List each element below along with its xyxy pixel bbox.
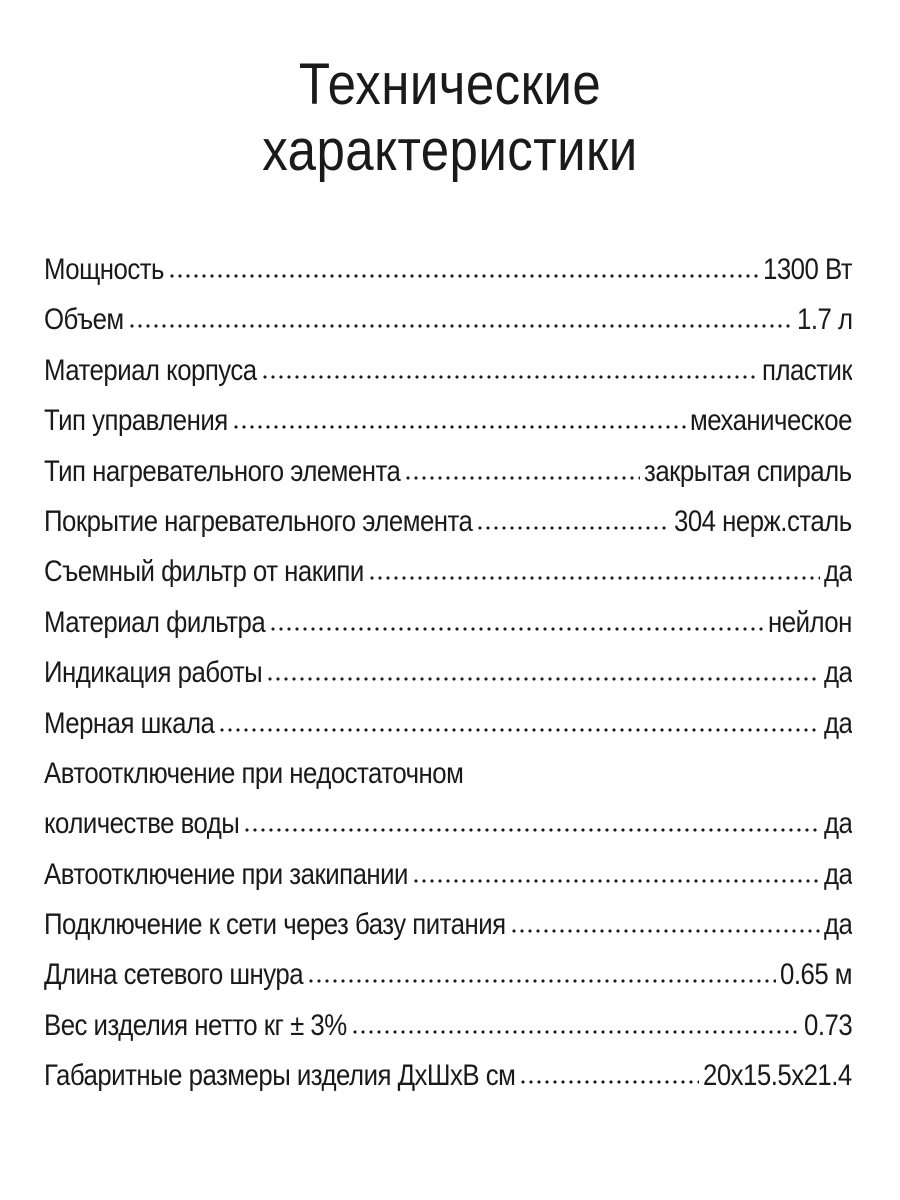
dot-leader [307,979,776,983]
dot-leader [476,526,670,530]
spec-label: Объем [44,303,124,337]
spec-row-low-water-shutoff [44,799,852,849]
dot-leader [412,879,820,883]
spec-row-measuring-scale [44,699,852,749]
spec-label: Вес изделия нетто кг ± 3% [44,1008,347,1042]
spec-label: Материал корпуса [44,353,257,387]
spec-label: Подключение к сети через базу питания [44,908,506,942]
spec-value: да [823,656,852,690]
dot-leader [266,677,819,681]
spec-row-indicator [44,648,852,698]
spec-value: 1.7 л [796,303,852,337]
spec-row-boil-shutoff [44,850,852,900]
spec-list [44,245,852,1102]
dot-leader [232,425,686,429]
spec-label: Мощность [44,253,164,286]
spec-value: да [823,807,852,841]
spec-label: Длина сетевого шнура [44,958,304,992]
spec-value: да [823,706,852,740]
spec-label: Мерная шкала [44,706,215,740]
spec-value: нейлон [768,605,852,639]
spec-row-body-material [44,346,852,396]
spec-row-control-type [44,396,852,446]
spec-label: Покрытие нагревательного элемента [44,504,473,538]
spec-value: 304 нерж.сталь [674,504,852,538]
spec-value: да [823,908,852,942]
spec-row-low-water-shutoff-line-1 [44,749,852,799]
spec-row-filter-material [44,598,852,648]
spec-value: пластик [761,353,852,387]
spec-value: 0.65 м [779,958,852,992]
dot-leader [404,476,640,480]
dot-leader [243,828,819,832]
dot-leader [351,1030,800,1034]
dot-leader [261,375,758,379]
spec-row-heating-element-coating [44,497,852,547]
spec-row-dimensions [44,1051,852,1101]
spec-label: Тип нагревательного элемента [44,454,401,488]
spec-value: да [823,857,852,891]
dot-leader [368,576,820,580]
title-line-1: Технические [298,52,602,117]
spec-label: Автоотключение при недостаточном [44,756,464,790]
dot-leader [510,929,820,933]
spec-row-power [44,245,852,295]
dot-leader [269,627,764,631]
spec-value: 20x15.5x21.4 [703,1059,852,1093]
spec-label-continued: количестве воды [44,807,240,841]
spec-row-net-weight [44,1001,852,1051]
spec-row-heating-element-type [44,447,852,497]
dot-leader [519,1080,699,1084]
spec-row-power-base [44,900,852,950]
spec-label: Габаритные размеры изделия ДхШхВ см [44,1059,516,1093]
spec-label: Тип управления [44,404,228,438]
dot-leader [218,728,819,732]
title-line-2: характеристики [262,118,638,183]
spec-label: Съемный фильтр от накипи [44,555,364,589]
spec-row-volume [44,295,852,345]
spec-label: Автоотключение при закипании [44,857,408,891]
dot-leader [168,274,759,278]
spec-label: Индикация работы [44,656,263,690]
spec-value: да [823,555,852,589]
spec-value: 0.73 [803,1008,852,1042]
spec-row-cord-length [44,950,852,1000]
spec-value: 1300 Вт [762,253,852,286]
spec-value: закрытая спираль [644,454,852,488]
spec-value: механическое [690,404,852,438]
spec-label: Материал фильтра [44,605,266,639]
dot-leader [128,324,793,328]
spec-row-scale-filter [44,547,852,597]
page-title [54,52,846,184]
